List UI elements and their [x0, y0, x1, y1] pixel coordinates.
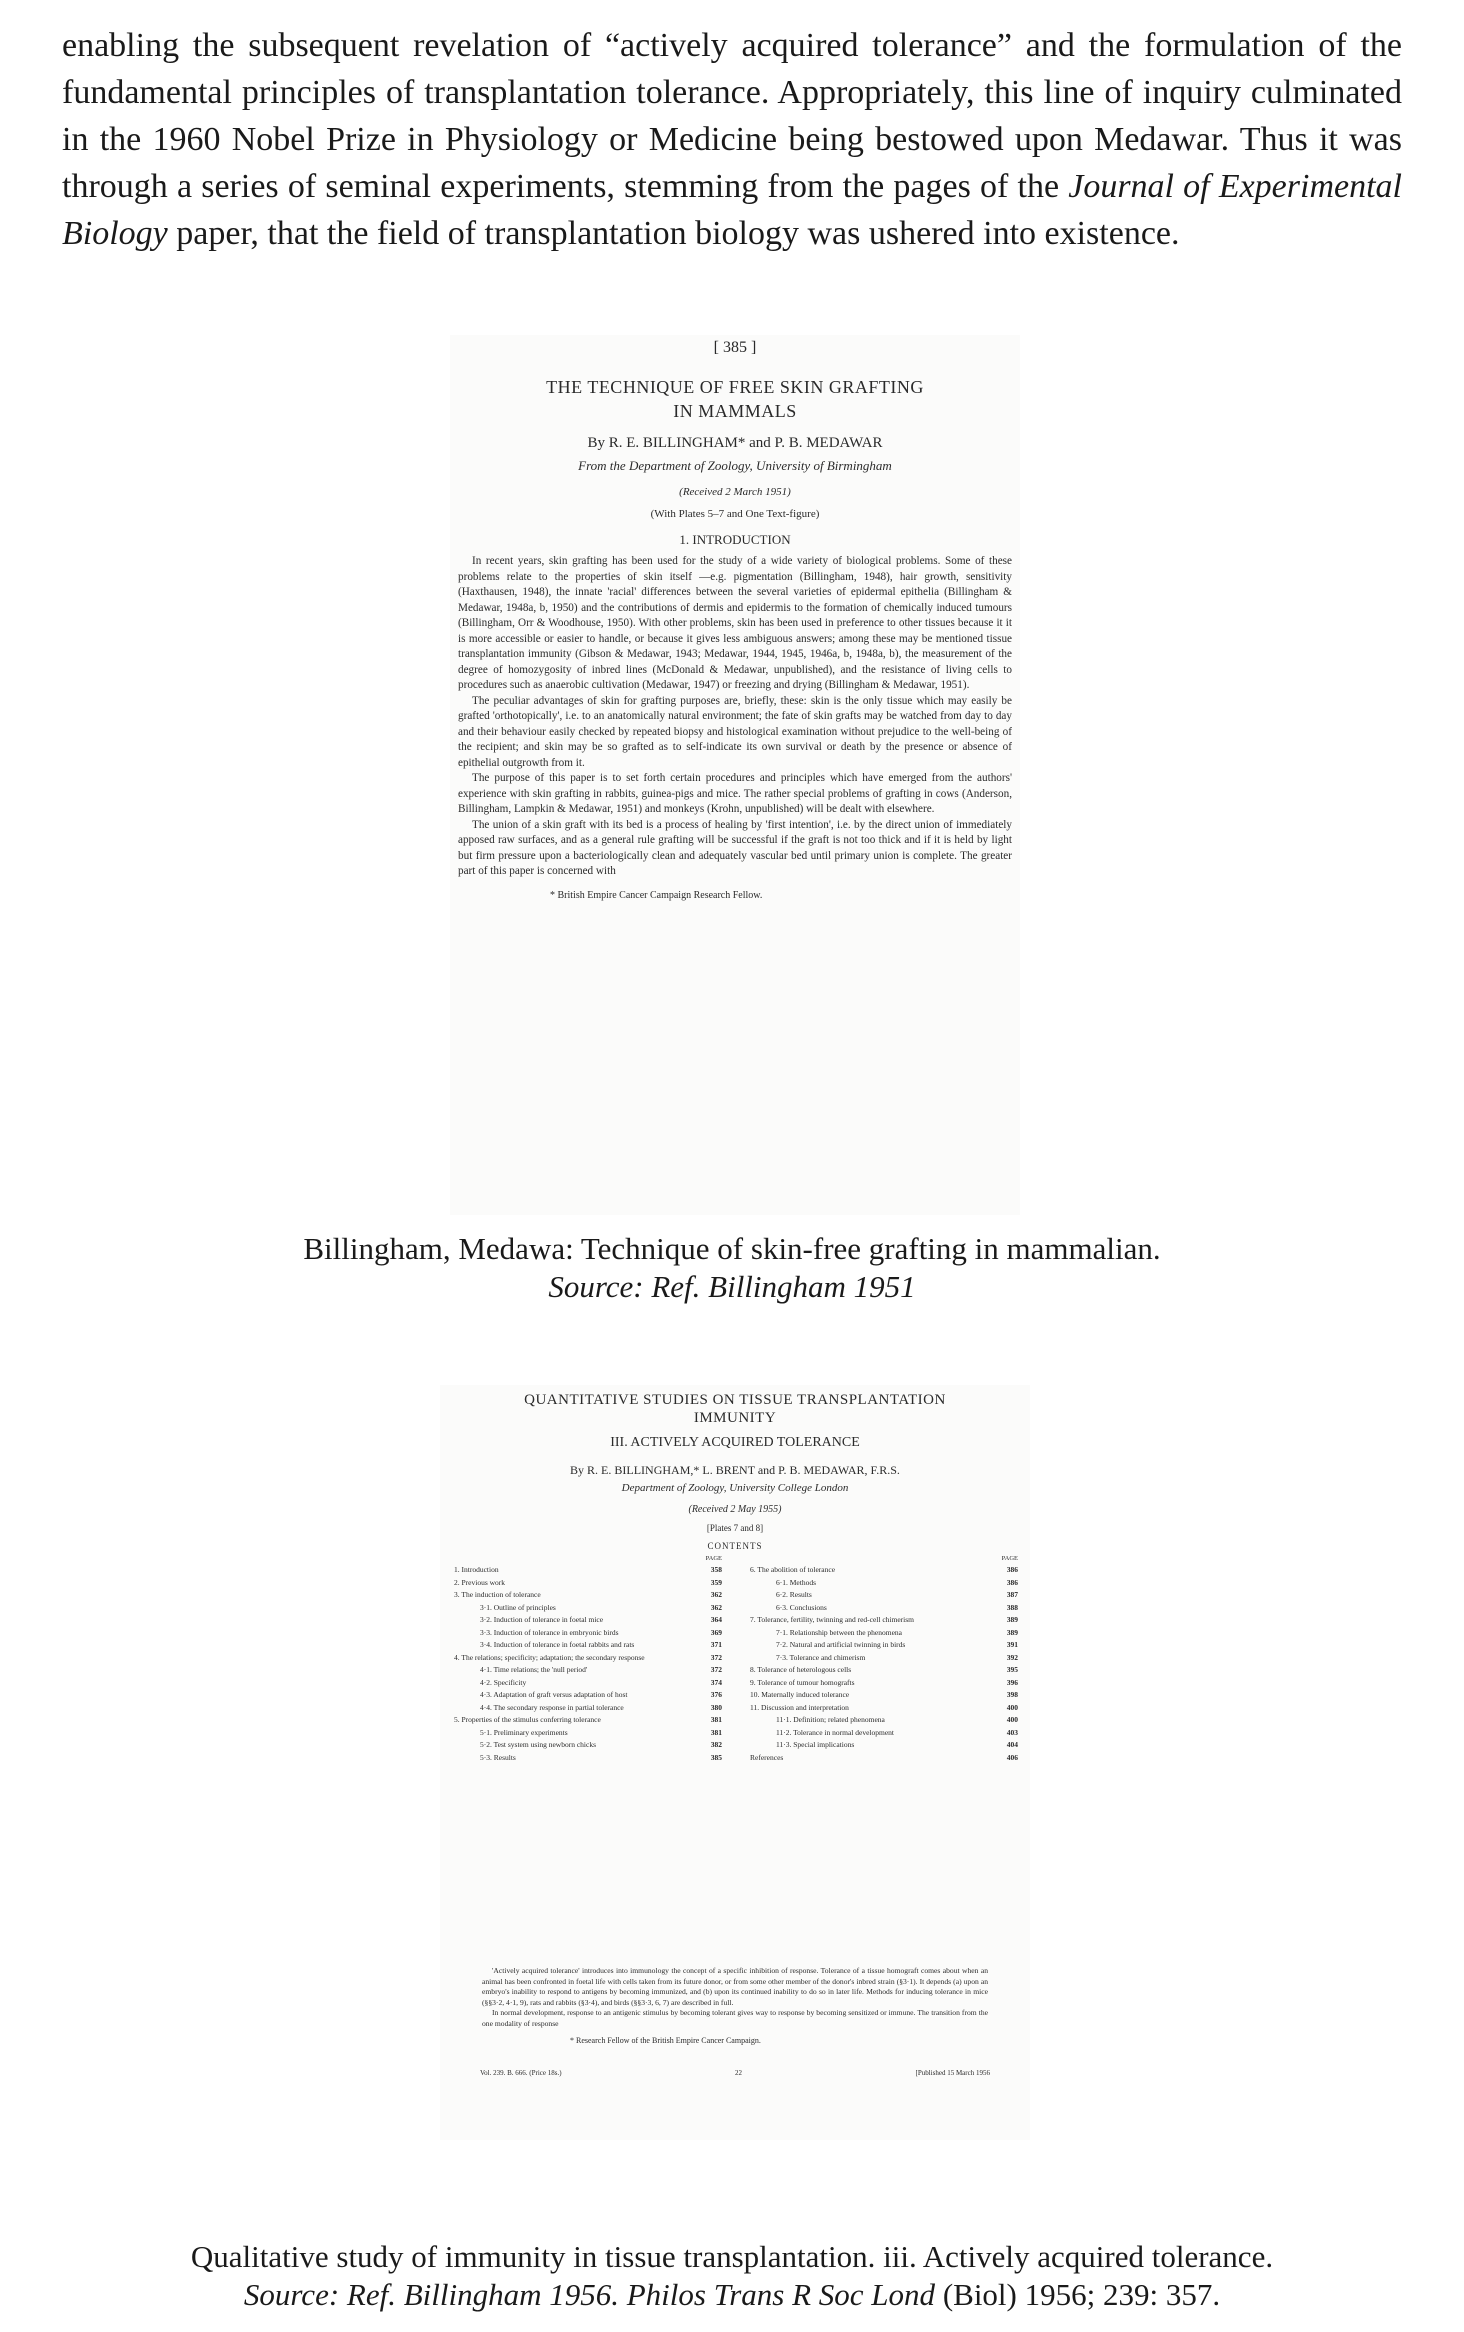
toc-entry-title: 9. Tolerance of tumour homografts [750, 1677, 855, 1687]
toc-entry [454, 1739, 722, 1752]
paper-title-line-1: QUANTITATIVE STUDIES ON TISSUE TRANSPLANTATION [524, 1392, 946, 1408]
toc-entry-page: 362 [710, 1602, 722, 1612]
toc-entry-page: 385 [710, 1752, 722, 1762]
toc-entry-title: 5·2. Test system using newborn chicks [480, 1740, 596, 1749]
toc-column-right [750, 1555, 1018, 1764]
toc-entry-title: 5·3. Results [480, 1752, 516, 1762]
contents-heading: CONTENTS [707, 1541, 763, 1551]
toc-entry-page: 369 [710, 1627, 722, 1637]
toc-entry [750, 1739, 1018, 1752]
toc-entry-page: 358 [710, 1565, 722, 1574]
toc-entry [750, 1639, 1018, 1652]
toc-entry [454, 1664, 722, 1677]
intro-text-1: enabling the subsequent revelation of “actively acquired tolerance” and the formulation of the fundamental principles of transplantation tolerance. Appropriately, this line of inquiry culminated in the 1960 Nobel Prize in Physiology or Medicine being bestowed upon Medawar. Thus it was through a series of seminal experiments, stemming from the pages of the [62, 27, 1402, 205]
toc-entry [750, 1752, 1018, 1765]
toc-entry-page: 395 [1006, 1665, 1018, 1674]
toc-entry [750, 1577, 1018, 1590]
paper-authors: By R. E. BILLINGHAM,* L. BRENT and P. B. MEDAWAR, F.R.S. [570, 1463, 900, 1477]
toc-entry [454, 1652, 722, 1665]
body-paragraph: The purpose of this paper is to set forth certain procedures and principles which have emerged from the authors' experience with skin grafting in rabbits, guinea-pigs and mice. The rather special problems of grafting in cows (Anderson, Billingham, Lampkin & Medawar, 1951) and monkeys (Krohn, unpublished) will be dealt with elsewhere. [458, 772, 1012, 815]
toc-entry-title: 4·4. The secondary response in partial tolerance [480, 1702, 624, 1712]
paper-authors: By R. E. BILLINGHAM* and P. B. MEDAWAR [587, 435, 883, 451]
toc-entry-page: 391 [1006, 1640, 1018, 1649]
footer-published: [Published 15 March 1956 [915, 2068, 990, 2077]
toc-entry-title: 1. Introduction [454, 1565, 499, 1574]
toc-entry-page: 371 [710, 1640, 722, 1649]
toc-entry-page: 392 [1006, 1652, 1018, 1662]
caption-2-source-italic: Source: Ref. Billingham 1956. Philos Trans R Soc Lond [243, 2277, 936, 2312]
toc-entry-page: 362 [710, 1590, 722, 1599]
toc-entry-title: 6·3. Conclusions [776, 1602, 827, 1612]
figure-2-scan [440, 1385, 1030, 2140]
toc-entry [454, 1752, 722, 1765]
toc-entry-title: 3·1. Outline of principles [480, 1602, 556, 1612]
toc-entry-title: 5. Properties of the stimulus conferring tolerance [454, 1715, 601, 1724]
toc-entry-page: 372 [710, 1665, 722, 1674]
toc-entry [750, 1589, 1018, 1602]
toc-entry-title: 8. Tolerance of heterologous cells [750, 1665, 852, 1674]
toc-entry-page: 381 [710, 1715, 722, 1724]
toc-entry-page: 364 [710, 1615, 722, 1624]
toc-entry-title: 3·4. Induction of tolerance in foetal rabbits and rats [480, 1640, 635, 1649]
toc-entry [750, 1627, 1018, 1640]
toc-entry-title: 4. The relations; specificity; adaptation; the secondary response [454, 1652, 645, 1662]
toc-entry [750, 1664, 1018, 1677]
toc-entry-page: 381 [710, 1727, 722, 1737]
toc-entry-page: 386 [1006, 1577, 1018, 1587]
intro-text-2: paper, that the field of transplantation biology was ushered into existence. [167, 215, 1180, 252]
toc-entry-page: 396 [1006, 1677, 1018, 1687]
figure-1-caption [0, 1230, 1464, 1306]
plates-note: (With Plates 5–7 and One Text-figure) [650, 508, 820, 520]
paper-title-line-2: IN MAMMALS [673, 401, 797, 421]
section-heading: 1. INTRODUCTION [679, 532, 791, 547]
toc-entry [454, 1602, 722, 1615]
toc-entry [454, 1689, 722, 1702]
toc-entry [454, 1727, 722, 1740]
caption-2-source [0, 2276, 1464, 2314]
toc-column-left [454, 1555, 722, 1764]
paper-subtitle: III. ACTIVELY ACQUIRED TOLERANCE [610, 1435, 860, 1450]
toc-entry-page: 389 [1006, 1615, 1018, 1624]
toc-entry-title: 11. Discussion and interpretation [750, 1702, 849, 1712]
toc-entry-title: 7·1. Relationship between the phenomena [776, 1627, 903, 1637]
received-date: (Received 2 May 1955) [688, 1504, 782, 1515]
journal-title: Journal of Experimental Biology [62, 168, 1402, 252]
toc-entry [750, 1677, 1018, 1690]
plates-note: [Plates 7 and 8] [706, 1523, 764, 1533]
toc-entry-page: 404 [1006, 1740, 1018, 1749]
toc-entry-page: 374 [710, 1677, 722, 1687]
paper-affiliation: Department of Zoology, University College London [621, 1482, 849, 1494]
toc-entry [454, 1589, 722, 1602]
toc-entry-title: 7. Tolerance, fertility, twinning and red-cell chimerism [750, 1615, 915, 1624]
body-paragraph: The peculiar advantages of skin for grafting purposes are, briefly, these: skin is the only tissue which may easily be grafted 'orthotopically', i.e. to an anatomically natural environment; the fate of skin grafts may be watched from day to day and their behaviour easily checked by repeated biopsy and histological examination without prejudice to the well-being of the recipient; and skin may be so grafted as to self-indicate its own survival or death by the presence or absence of epithelial outgrowth from it. [458, 694, 1012, 769]
paper-title [450, 375, 1020, 423]
abstract-paragraph: 'Actively acquired tolerance' introduces into immunology the concept of a specific inhibition of response. Tolerance of a tissue homograft comes about when an animal has been confronted in foetal life with cells taken from its future donor, or from some other member of the donor's inbred strain (§3·1). It depends (a) upon an embryo's inability to respond to antigens by becoming immunized, and (b) upon its continued inability to do so in later life. Methods for inducing tolerance in mice (§§3·2, 4·1, 9), rats and rabbits (§3·4), and birds (§§3·3, 6, 7) are described in full. [482, 1966, 988, 2007]
toc-entry [750, 1652, 1018, 1665]
toc-entry-page: 382 [710, 1740, 722, 1749]
caption-1-source-text: Source: Ref. Billingham 1951 [548, 1269, 916, 1304]
toc-entry [750, 1689, 1018, 1702]
toc-entry-page: 406 [1006, 1752, 1018, 1762]
paper-footnote: * British Empire Cancer Campaign Research Fellow. [550, 889, 763, 901]
toc-entry-title: References [750, 1752, 784, 1762]
caption-2-source-rest: (Biol) 1956; 239: 357. [935, 2277, 1221, 2312]
toc-entry-title: 7·3. Tolerance and chimerism [776, 1652, 866, 1662]
toc-entry [454, 1577, 722, 1590]
paper-body [458, 554, 1012, 880]
toc-entry [750, 1727, 1018, 1740]
toc-entry [454, 1627, 722, 1640]
body-paragraph: In recent years, skin grafting has been used for the study of a wide variety of biological problems. Some of these problems relate to the properties of skin itself —e.g. pigmentation (Billingham, 1948), hair growth, sensitivity (Haxthausen, 1948), the innate 'racial' differences between the several varieties of epidermal epithelia (Billingham & Medawar, 1948a, b, 1950) and the contributions of dermis and epidermis to the formation of chemically induced tumours (Billingham, Orr & Woodhouse, 1950). With other problems, skin has been used in preference to other tissues because it it is more accessible or easier to handle, or because it gives less ambiguous answers; among these may be mentioned tissue transplantation immunity (Gibson & Medawar, 1943; Medawar, 1944, 1945, 1946a, b, 1948a, b), the measurement of the degree of homozygosity of inbred lines (McDonald & Medawar, unpublished), and the resistance of living cells to procedures such as anaerobic cultivation (Medawar, 1947) or freezing and drying (Billingham & Medawar, 1951). [458, 555, 1012, 691]
footer-volume: Vol. 239. B. 666. (Price 18s.) [480, 2068, 562, 2077]
toc-entry-title: 4·3. Adaptation of graft versus adaptation of host [480, 1690, 628, 1699]
toc-entry-title: 2. Previous work [454, 1577, 506, 1587]
toc-entry [750, 1714, 1018, 1727]
caption-2-line-1: Qualitative study of immunity in tissue transplantation. iii. Actively acquired tolerance. [190, 2239, 1274, 2274]
toc-entry-title: 7·2. Natural and artificial twinning in birds [776, 1640, 906, 1649]
toc-entry-page: 398 [1006, 1690, 1018, 1699]
toc-entry-title: 6·1. Methods [776, 1577, 816, 1587]
toc-entry [454, 1714, 722, 1727]
figure-1-scan [450, 335, 1020, 1215]
paper-title-line-2: IMMUNITY [693, 1410, 777, 1426]
toc-entry-page: 388 [1006, 1602, 1018, 1612]
toc-entry-page: 376 [710, 1690, 722, 1699]
toc-entry-page: 389 [1006, 1627, 1018, 1637]
abstract [482, 1966, 988, 2030]
toc-entry-title: 3·3. Induction of tolerance in embryonic birds [480, 1627, 619, 1637]
toc-entry-title: 3. The induction of tolerance [454, 1590, 541, 1599]
toc-entry-page: 359 [710, 1577, 722, 1587]
toc-entry-page: 400 [1006, 1702, 1018, 1712]
toc-entry-title: 11·3. Special implications [776, 1740, 855, 1749]
table-of-contents [450, 1555, 1020, 1960]
toc-entry-page: 403 [1006, 1727, 1018, 1737]
abstract-paragraph: In normal development, response to an antigenic stimulus by becoming tolerant gives way to response by becoming sensitized or immune. The transition from the one modality of response [482, 2008, 988, 2028]
toc-entry-page: 380 [710, 1702, 722, 1712]
toc-entry-page: 387 [1006, 1590, 1018, 1599]
paper-footnote: * Research Fellow of the British Empire Cancer Campaign. [570, 2035, 761, 2045]
toc-entry-page: 386 [1006, 1565, 1018, 1574]
toc-entry [454, 1639, 722, 1652]
toc-entry-title: 6·2. Results [776, 1590, 812, 1599]
toc-entry [454, 1564, 722, 1577]
caption-1-line-1: Billingham, Medawa: Technique of skin-free grafting in mammalian. [303, 1231, 1161, 1266]
caption-1-source [0, 1268, 1464, 1306]
toc-entry-title: 3·2. Induction of tolerance in foetal mice [480, 1615, 604, 1624]
toc-page-header: PAGE [1001, 1555, 1018, 1562]
toc-entry-page: 400 [1006, 1715, 1018, 1724]
toc-entry-title: 5·1. Preliminary experiments [480, 1727, 568, 1737]
toc-entry-title: 4·1. Time relations; the 'null period' [480, 1665, 588, 1674]
footer-page: 22 [735, 2068, 743, 2077]
toc-entry [454, 1677, 722, 1690]
toc-entry [454, 1702, 722, 1715]
toc-entry-title: 11·2. Tolerance in normal development [776, 1727, 894, 1737]
toc-entry-title: 6. The abolition of tolerance [750, 1565, 836, 1574]
toc-entry [750, 1702, 1018, 1715]
toc-entry [750, 1614, 1018, 1627]
toc-entry-page: 372 [710, 1652, 722, 1662]
toc-page-header: PAGE [705, 1555, 722, 1562]
toc-entry-title: 4·2. Specificity [480, 1677, 527, 1687]
toc-entry [454, 1614, 722, 1627]
paper-title-line-1: THE TECHNIQUE OF FREE SKIN GRAFTING [546, 377, 924, 397]
page-footer [480, 2069, 990, 2077]
body-paragraph: The union of a skin graft with its bed is a process of healing by 'first intention', i.e. by the direct union of immediately apposed raw surfaces, and as a general rule grafting will be successful if the graft is not too thick and if it is held by light but firm pressure upon a bacteriologically clean and adequately vascular bed until primary union is complete. The greater part of this paper is concerned with [458, 818, 1012, 877]
toc-entry-title: 10. Maternally induced tolerance [750, 1690, 850, 1699]
figure-2-caption [0, 2238, 1464, 2314]
page-number: [ 385 ] [713, 339, 757, 356]
paper-title [440, 1391, 1030, 1427]
intro-paragraph [62, 22, 1402, 257]
received-date: (Received 2 March 1951) [679, 486, 791, 498]
toc-entry-title: 11·1. Definition; related phenomena [776, 1715, 885, 1724]
toc-entry [750, 1602, 1018, 1615]
toc-entry [750, 1564, 1018, 1577]
paper-affiliation: From the Department of Zoology, University of Birmingham [578, 458, 892, 473]
